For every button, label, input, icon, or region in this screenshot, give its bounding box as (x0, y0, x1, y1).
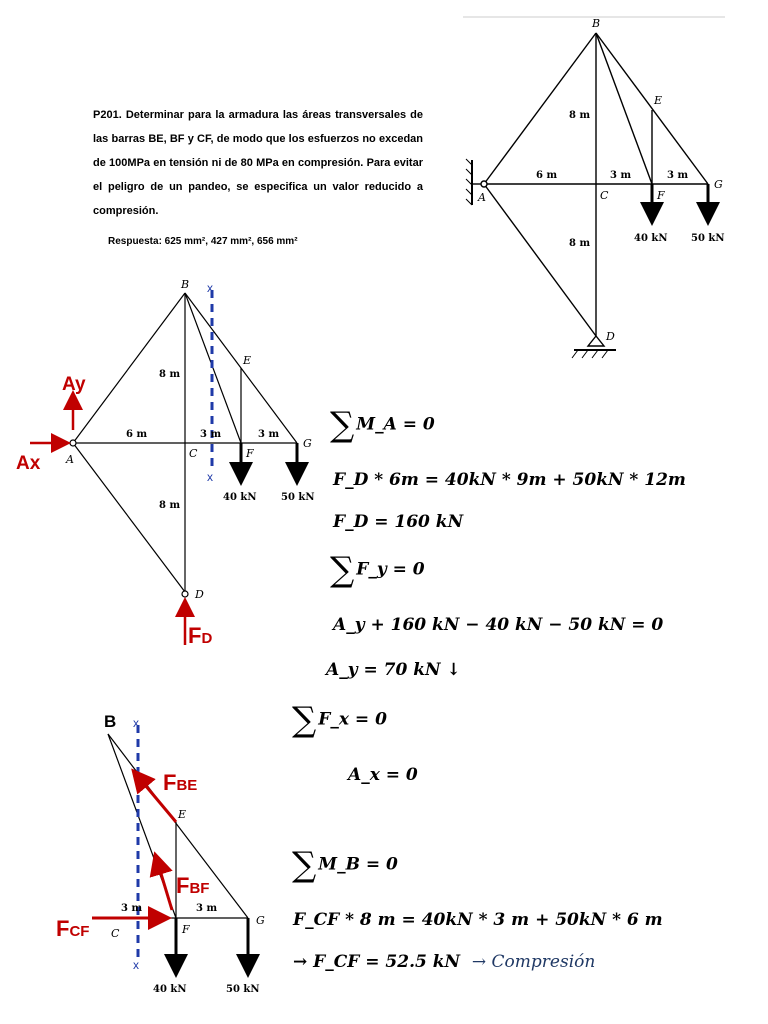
truss-original-labels (477, 17, 724, 343)
section-node-b: B (104, 712, 117, 731)
eq-sum-moments-a: ∑ M_A = 0 (330, 405, 435, 445)
eq-fd-result: F_D = 160 kN (333, 512, 464, 532)
node-label-a: A (478, 191, 486, 204)
node-label-d: D (606, 330, 615, 343)
fbd-node-e: E (243, 354, 252, 367)
truss-fbd-labels (16, 278, 314, 648)
force-label-ay: Ay (62, 374, 86, 395)
eq-sum-moments-b: ∑ M_B = 0 (292, 845, 398, 885)
fbd-node-g: G (303, 437, 312, 450)
fbd-dim-top: 8 m (159, 369, 181, 380)
eq-sum-fy: ∑ F_y = 0 (330, 550, 425, 590)
node-label-e: E (654, 94, 663, 107)
section-load-g: 50 kN (226, 984, 260, 995)
force-label-ax: Ax (16, 453, 41, 474)
section-cut-top: x (133, 716, 139, 730)
dim-fg: 3 m (667, 170, 689, 181)
node-label-c: C (600, 189, 609, 202)
eq-ax-result: A_x = 0 (348, 765, 418, 785)
load-label-f: 40 kN (634, 233, 668, 244)
section-dim-cf: 3 m (121, 903, 143, 914)
section-load-f: 40 kN (153, 984, 187, 995)
truss-original (463, 17, 725, 358)
fbd-node-d: D (195, 588, 204, 601)
truss-fbd (70, 290, 297, 597)
fbd-dim-cf: 3 m (200, 429, 222, 440)
fbd-dim-fg: 3 m (258, 429, 280, 440)
dim-cf: 3 m (610, 170, 632, 181)
force-label-fcf: FCF (56, 916, 90, 941)
eq-ay-result: A_y = 70 kN ↓ (326, 660, 461, 680)
section-node-g: G (256, 914, 265, 927)
compression-note: → Compresión (471, 952, 596, 972)
load-label-g: 50 kN (691, 233, 725, 244)
eq-fcf-moment: F_CF * 8 m = 40kN * 3 m + 50kN * 6 m (293, 910, 663, 930)
fbd-node-f: F (246, 447, 254, 460)
dim-height-bottom: 8 m (569, 238, 591, 249)
eq-sum-fx: ∑ F_x = 0 (292, 700, 387, 740)
fbd-red-forces (30, 395, 185, 645)
section-node-e: E (178, 808, 187, 821)
node-label-g: G (714, 178, 723, 191)
section-cut-bottom: x (133, 958, 139, 972)
fbd-load-f: 40 kN (223, 492, 257, 503)
node-label-f: F (657, 189, 665, 202)
dim-ac: 6 m (536, 170, 558, 181)
eq-fcf-result: → F_CF = 52.5 kN → Compresión (293, 952, 596, 972)
cut-mark-bottom: x (207, 470, 213, 484)
eq-fy-balance: A_y + 160 kN − 40 kN − 50 kN = 0 (333, 615, 664, 635)
eq-fd-moment: F_D * 6m = 40kN * 9m + 50kN * 12m (333, 470, 686, 490)
section-node-c: C (111, 927, 120, 940)
problem-statement: P201. Determinar para la armadura las áreas transversales de las barras BE, BF y CF, de modo que los esfuerzos no excedan de 100MPa en tensión ni de 80 MPa en compresión. Para evitar el peligro de un pandeo, se especifica un valor reducido a compresión. (93, 109, 423, 217)
dim-height-top: 8 m (569, 110, 591, 121)
fbd-dim-ac: 6 m (126, 429, 148, 440)
force-label-fbf: FBF (176, 873, 210, 898)
cut-mark-top: x (207, 281, 213, 295)
section-dim-fg: 3 m (196, 903, 218, 914)
section-node-f: F (182, 923, 190, 936)
fbd-load-g: 50 kN (281, 492, 315, 503)
force-label-fbe: FBE (163, 770, 198, 795)
fbd-node-b: B (181, 278, 190, 291)
answer-text: Respuesta: 625 mm², 427 mm², 656 mm² (108, 236, 298, 247)
fbd-node-a: A (66, 453, 74, 466)
section-labels (56, 712, 265, 995)
fbd-dim-bottom: 8 m (159, 500, 181, 511)
force-label-fd: FD (188, 623, 213, 648)
node-label-b: B (592, 17, 601, 30)
fbd-node-c: C (189, 447, 198, 460)
